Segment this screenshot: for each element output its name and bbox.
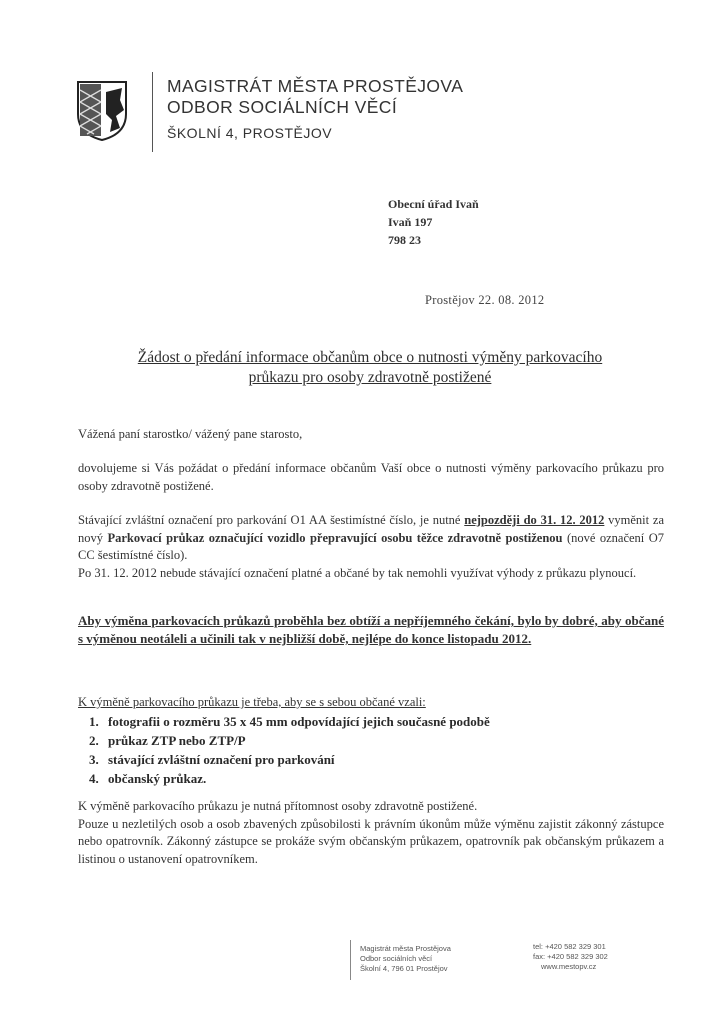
recipient-name: Obecní úřad Ivaň — [388, 197, 479, 211]
footer-fax: fax: +420 582 329 302 — [533, 952, 608, 961]
office-header — [167, 76, 463, 144]
office-name: MAGISTRÁT MĚSTA PROSTĚJOVA — [167, 76, 464, 96]
representative-note: Pouze u nezletilých osob a osob zbavených způsobilosti k právním úkonům může výměnu zajistit zákonný zástupce nebo opatrovník. Zákonný zástupce se prokáže svým občanským průkazem, opatrovník pak občanským průkazem a listinou o ustanovení opatrovníkem. — [78, 816, 664, 866]
list-item: 3. stávající zvláštní označení pro parkování — [102, 750, 490, 769]
replacement-text-b: vyměnit za nový — [78, 513, 664, 545]
recipient-address — [388, 195, 479, 249]
footer-website: www.mestopv.cz — [541, 962, 597, 971]
recipient-zip: 798 23 — [388, 233, 421, 247]
footer-address — [360, 944, 451, 974]
presence-note: K výměně parkovacího průkazu je nutná přítomnost osoby zdravotně postižené. — [78, 799, 478, 813]
new-card-name: Parkovací průkaz označující vozidlo přepravující osobu těžce zdravotně postiženou — [107, 530, 563, 545]
intro-paragraph: dovolujeme si Vás požádat o předání informace občanům Vaší obce o nutnosti výměny parkovacího průkazu pro osoby zdravotně postižené. — [78, 461, 664, 493]
subject-line-2: průkazu pro osoby zdravotně postižené — [248, 369, 492, 386]
footer-contacts — [533, 942, 608, 972]
salutation: Vážená paní starostko/ vážený pane starosto, — [78, 427, 303, 441]
footer-street: Školní 4, 796 01 Prostějov — [360, 964, 448, 973]
closing-paragraph — [78, 798, 664, 868]
subject-line-1: Žádost o předání informace občanům obce o nutnosti výměny parkovacího — [137, 349, 603, 366]
needs-intro: K výměně parkovacího průkazu je třeba, aby se s sebou občané vzali: — [78, 695, 426, 709]
list-item: 4. občanský průkaz. — [102, 769, 490, 788]
validity-note: Po 31. 12. 2012 nebude stávající označení platné a občané by tak nemohli využívat výhody z průkazu plynoucí. — [78, 565, 637, 580]
office-address: ŠKOLNÍ 4, PROSTĚJOV — [167, 125, 333, 141]
footer-department: Odbor sociálních věcí — [360, 954, 433, 963]
deadline: nejpozději do 31. 12. 2012 — [464, 513, 605, 527]
footer-office: Magistrát města Prostějova — [360, 944, 451, 953]
department-name: ODBOR SOCIÁLNÍCH VĚCÍ — [167, 97, 398, 117]
letter-date: Prostějov 22. 08. 2012 — [425, 293, 545, 307]
city-coat-of-arms-icon — [76, 80, 128, 142]
list-item: 2. průkaz ZTP nebo ZTP/P — [102, 731, 490, 750]
required-items-list — [78, 712, 490, 788]
recommendation-paragraph: Aby výměna parkovacích průkazů proběhla bez obtíží a nepříjemného čekání, bylo by dobré, aby občané s výměnou neotáleli a učinili tak v nejbližší době, nejlépe do konce listopadu 2012. — [78, 613, 664, 646]
list-item: 1. fotografii o rozměru 35 x 45 mm odpovídající jejich současné podobě — [102, 712, 490, 731]
letter-subject — [90, 348, 650, 388]
recipient-street: Ivaň 197 — [388, 215, 433, 229]
replacement-paragraph — [78, 512, 664, 582]
replacement-text-a: Stávající zvláštní označení pro parkování O1 AA šestimístné číslo, je nutné — [78, 513, 465, 527]
header-divider — [152, 72, 153, 152]
replacement-text-c: (nové označení O7 CC šestimístné číslo). — [78, 530, 664, 562]
footer-divider — [350, 940, 351, 980]
footer-phone: tel: +420 582 329 301 — [533, 942, 606, 951]
